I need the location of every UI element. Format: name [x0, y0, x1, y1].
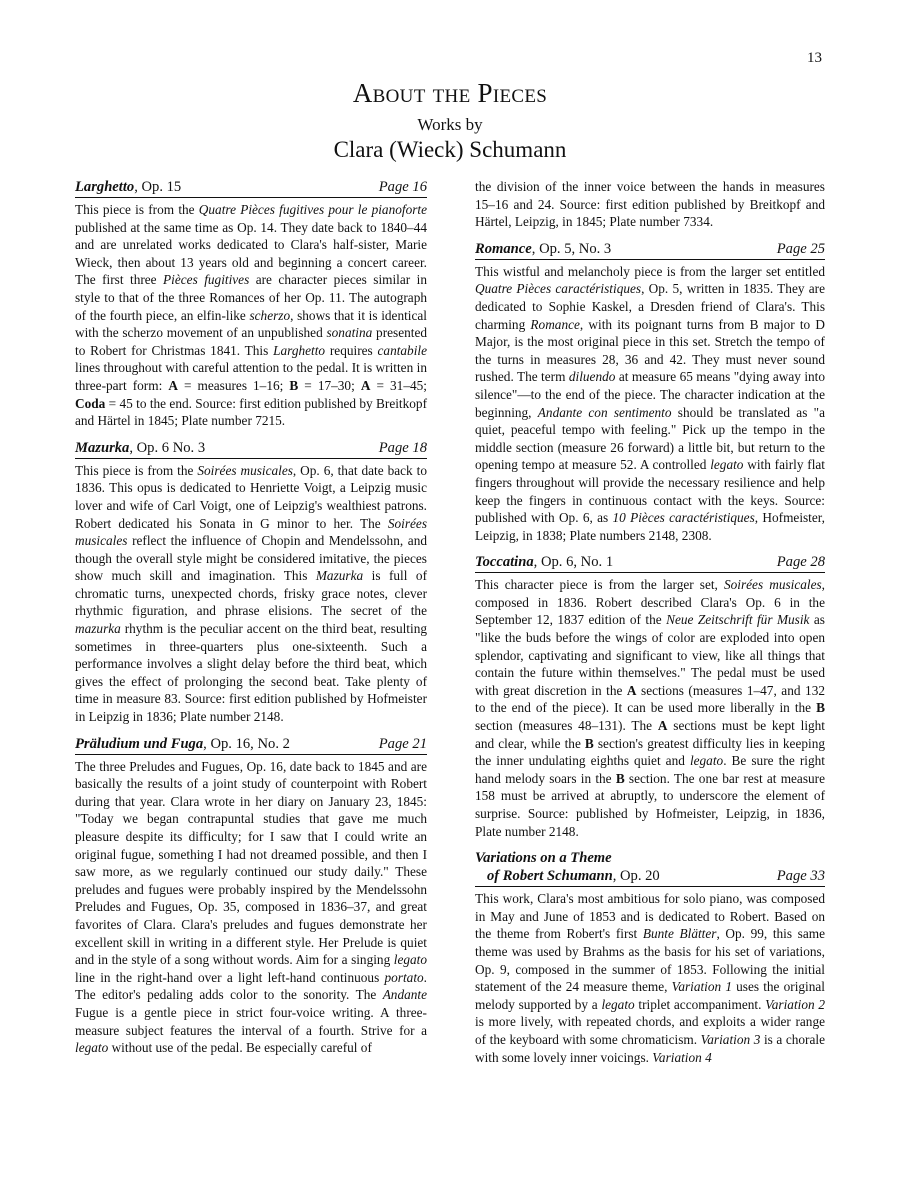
- bold-text: B: [816, 700, 825, 716]
- text-run: section (measures 48–131). The: [475, 718, 658, 734]
- text-run: line in the right-hand over a light left-hand continuous: [75, 969, 385, 985]
- text-run: section. The one bar rest at measure 158 must be arrived at abruptly, to underscore the element of surprise. Source: published by Hofmeister, Leipzig, in 1836, Plate number 2148.: [475, 770, 825, 839]
- text-run: This piece is from the: [75, 202, 199, 217]
- text-run: = 45 to the end. Source: first edition published by Breitkopf and Härtel in 1845; Plate number 7215.: [75, 395, 427, 429]
- text-run: , Hofmeister, Leipzig, in 1838; Plate numbers 2148, 2308.: [475, 510, 825, 543]
- bold-text: B: [289, 377, 299, 393]
- italic-text: Bunte Blätter: [642, 926, 717, 942]
- section-heading: [75, 439, 427, 459]
- italic-text: legato: [710, 457, 744, 473]
- bold-text: B: [615, 770, 625, 786]
- italic-text: legato: [393, 952, 427, 968]
- bold-text: A: [168, 377, 178, 393]
- piece-opus: , Op. 20: [612, 868, 660, 885]
- piece-opus: , Op. 5, No. 3: [531, 240, 612, 257]
- italic-text: Romance: [530, 316, 580, 332]
- piece-title: [75, 178, 181, 196]
- section-body: [475, 576, 825, 840]
- text-run: are character pieces similar in style to that of the three Romances of her Op. 11. The autograph of the fourth piece, an elfin-like: [75, 272, 427, 323]
- text-run: is a chorale with some lovely inner voicings.: [475, 1031, 825, 1065]
- page-subtitle: Works by: [417, 115, 483, 134]
- page-reference: Page 28: [776, 554, 825, 571]
- italic-text: Soirées musicales: [723, 577, 822, 593]
- italic-text: cantabile: [377, 342, 427, 358]
- section-body: [75, 758, 427, 1057]
- text-run: published at the same time as Op. 14. They date back to 1840–44 and are unrelated works dedicated to Clara's half-sister, Marie Wieck, then about 13 years old and beginning a concert career. The first three: [75, 219, 427, 288]
- section-toccatina: [475, 553, 825, 840]
- text-run: , Op. 5, written in 1835. They are dedicated to Sophie Kaskel, a Dresden friend of Clara's. This charming: [475, 281, 825, 332]
- text-run: with fairly flat fingers throughout will provide the necessary resilience and help keep the fingers in continuous contact with the keys. Source: published with Op. 6, as: [475, 457, 825, 526]
- section-body: [75, 462, 427, 726]
- section-heading: [75, 735, 427, 755]
- section-body: [475, 263, 825, 545]
- text-run: lines throughout with careful attention to the pedal. It is written in three-part form:: [75, 360, 427, 393]
- piece-name: Larghetto: [75, 179, 135, 195]
- piece-opus: , Op. 6 No. 3: [129, 439, 206, 456]
- italic-text: Larghetto: [273, 342, 326, 358]
- bold-text: Coda: [75, 395, 106, 411]
- section-praludium: [75, 735, 427, 1057]
- piece-name: Toccatina: [475, 554, 534, 571]
- section-heading: [475, 553, 825, 573]
- italic-text: Variation 2: [765, 996, 825, 1012]
- page-reference: Page 16: [378, 179, 427, 195]
- piece-name-line2: of Robert Schumann: [487, 868, 613, 885]
- italic-text: legato: [601, 996, 635, 1012]
- italic-text: Soirées musicales: [197, 462, 293, 478]
- page-reference: Page 18: [378, 439, 427, 456]
- italic-text: Quatre Pièces fugitives pour le pianoforte: [198, 202, 427, 217]
- text-run: triplet accompaniment.: [634, 996, 766, 1012]
- italic-text: scherzo: [249, 307, 291, 323]
- page-reference: Page 25: [776, 240, 825, 257]
- composer-name: Clara (Wieck) Schumann: [333, 137, 567, 162]
- page-reference: Page 33: [776, 868, 825, 885]
- text-run: , Op. 6, that date back to 1836. This opus is dedicated to Henriette Voigt, a Leipzig music lover and wife of Carl Voigt, one of Leipzig's wealthiest patrons. Robert dedicated his Sonata in G minor to her. The: [75, 462, 427, 531]
- text-run: = measures 1–16;: [177, 377, 290, 393]
- piece-name: Romance: [475, 240, 532, 257]
- section-body: [75, 201, 427, 430]
- piece-opus: , Op. 16, No. 2: [203, 735, 290, 752]
- section-larghetto: [75, 178, 427, 430]
- text-run: uses the original melody supported by a: [475, 979, 825, 1012]
- text-run: = 17–30;: [298, 377, 361, 393]
- italic-text: Quatre Pièces caractéristiques: [475, 281, 642, 297]
- italic-text: legato: [689, 753, 724, 769]
- italic-text: Variation 3: [700, 1031, 761, 1047]
- section-variations: [475, 849, 825, 1066]
- text-run: rhythm is the peculiar accent on the third beat, resulting sometimes in three-quarters plus one-sixteenth. Such a performance involves a slight delay before the third beat, which gives the effect of prolonging the second beat. Take plenty of time in measure 83. Source: first edition published by Hofmeister in Leipzig in 1836; Plate number 2148.: [75, 621, 427, 725]
- text-run: = 31–45;: [370, 377, 427, 393]
- text-run: The three Preludes and Fugues, Op. 16, date back to 1845 and are basically the results of a joint study of counterpoint with Robert during that year. Clara wrote in her diary on January 23, 1845: "Today we began contrapuntal studies that gave me much pleasure despite its difficulty; for I saw that I could write an original fugue, something I had not dreamed possible, and then I saw more, as we regularly continued our study daily." These preludes and fugues were probably inspired by the Mendelssohn Preludes and Fugues, Op. 35, composed in 1836–37, and great favorites of Clara. Clara's preludes and fugues demonstrate her excellent skill in writing in a different style. Her Prelude is quiet and in the style of a song without words. Aim for a singing: [75, 758, 427, 968]
- italic-text: mazurka: [75, 621, 121, 637]
- text-run: , shows that it is identical with the scherzo movement of an unpublished: [75, 307, 427, 341]
- italic-text: Variation 4: [652, 1049, 712, 1065]
- italic-text: diluendo: [568, 369, 616, 385]
- page-number: 13: [807, 50, 822, 66]
- text-run: at measure 65 means "dying away into silence"—to the end of the piece. The character indication at the beginning,: [475, 369, 826, 420]
- piece-title: [75, 439, 205, 457]
- italic-text: sonatina: [326, 325, 373, 341]
- piece-name: Mazurka: [75, 439, 130, 456]
- text-run: This wistful and melancholy piece is from the larger set entitled: [475, 263, 825, 279]
- section-body: [475, 890, 825, 1066]
- page-title: About the Pieces: [352, 78, 548, 108]
- text-run: , Op. 99, this same theme was used by Brahms as the basis for his set of variations, Op. 9, composed in the summer of 1853. Following the initial statement of the 24 measure theme,: [475, 926, 825, 995]
- text-run: . The editor's pedaling adds color to the sonority. The: [75, 969, 427, 1003]
- text-run: sections (measures 1–47, and 132 to the end of the piece). It can be used more liberally in the: [475, 682, 825, 716]
- piece-name: Präludium und Fuga: [75, 735, 204, 752]
- italic-text: portato: [384, 969, 424, 985]
- section-heading: [475, 867, 825, 887]
- text-run: This character piece is from the larger set,: [475, 577, 724, 593]
- text-run: the division of the inner voice between the hands in measures 15–16 and 24. Source: first edition published by Breitkopf and Härtel, Leipzig, in 1845; Plate number 7334.: [475, 179, 825, 230]
- italic-text: 10 Pièces caractéristiques: [612, 510, 755, 526]
- italic-text: Andante con sentimento: [537, 404, 672, 420]
- text-run: , composed in 1836. Robert described Clara's Op. 6 in the September 12, 1837 edition of the: [475, 577, 825, 628]
- text-run: as "like the buds before the wings of color are exploded into open splendor, captivating and significant to view, like all things that contain the future within themselves." The pedal must be used with great discretion in the: [475, 612, 825, 698]
- piece-title: [475, 553, 613, 571]
- text-run: section's greatest difficulty lies in keeping the inner undulating eighths quiet and: [475, 735, 825, 769]
- page-reference: Page 21: [378, 735, 427, 752]
- italic-text: Soirées musicales: [75, 515, 427, 549]
- text-run: is more lively, with repeated chords, and exploits a wider range of the keyboard with some chromaticism.: [475, 1014, 825, 1047]
- italic-text: Andante: [382, 987, 427, 1003]
- text-run: is full of chromatic turns, unexpected chords, frisky grace notes, clever rhythmic figuration, and phrase elisions. The secret of the: [75, 568, 427, 619]
- text-run: , with its poignant turns from B major to D Major, is the most original piece in this set. Stretch the tempo of the turns in measures 28, 36 and 42. They must never sound rushed. The term: [475, 316, 826, 385]
- section-heading: [75, 178, 427, 198]
- italic-text: legato: [75, 1040, 109, 1056]
- section-body-continued: [475, 178, 825, 231]
- piece-name-line1: Variations on a Theme: [475, 850, 612, 867]
- text-run: reflect the influence of Chopin and Mendelssohn, and though the overall style might be considered imitative, the pieces show much skill and imagination. This: [75, 533, 427, 584]
- piece-title: [487, 867, 660, 885]
- bold-text: A: [626, 682, 637, 698]
- left-column: [75, 178, 427, 1066]
- italic-text: Pièces fugitives: [163, 272, 250, 288]
- text-run: should be translated as "a quiet, peaceful tempo with feeling." Pick up the tempo in the middle section (measure 26 forward) a little bit, but return to the opening tempo at measure 52. A controlled: [475, 404, 825, 473]
- bold-text: B: [584, 735, 594, 751]
- italic-text: Variation 1: [671, 979, 732, 995]
- section-heading: [475, 240, 825, 260]
- text-run: sections must be kept light and clear, while the: [475, 718, 825, 751]
- piece-title: [475, 240, 611, 258]
- text-run: presented to Robert for Christmas 1841. This: [75, 325, 427, 358]
- piece-opus: , Op. 6, No. 1: [533, 554, 614, 571]
- section-romance: [475, 240, 825, 545]
- italic-text: Neue Zeitschrift für Musik: [666, 612, 810, 628]
- bold-text: A: [657, 718, 668, 734]
- right-column: [475, 178, 825, 1075]
- text-run: This work, Clara's most ambitious for solo piano, was composed in May and June of 1853 and is dedicated to Robert. Based on the theme from Robert's first: [475, 891, 825, 942]
- piece-title: [75, 735, 290, 753]
- section-mazurka: [75, 439, 427, 726]
- piece-opus: , Op. 15: [134, 179, 182, 195]
- text-run: Fugue is a gentle piece in strict four-voice writing. A three-measure subject features the interval of a fourth. Strive for a: [75, 1004, 427, 1038]
- italic-text: Mazurka: [315, 568, 364, 584]
- text-run: without use of the pedal. Be especially careful of: [108, 1040, 372, 1056]
- bold-text: A: [360, 377, 371, 393]
- title-block: [0, 76, 900, 164]
- text-run: This piece is from the: [75, 462, 198, 478]
- text-run: requires: [325, 342, 378, 358]
- text-run: . Be sure the right hand melody soars in the: [475, 753, 825, 786]
